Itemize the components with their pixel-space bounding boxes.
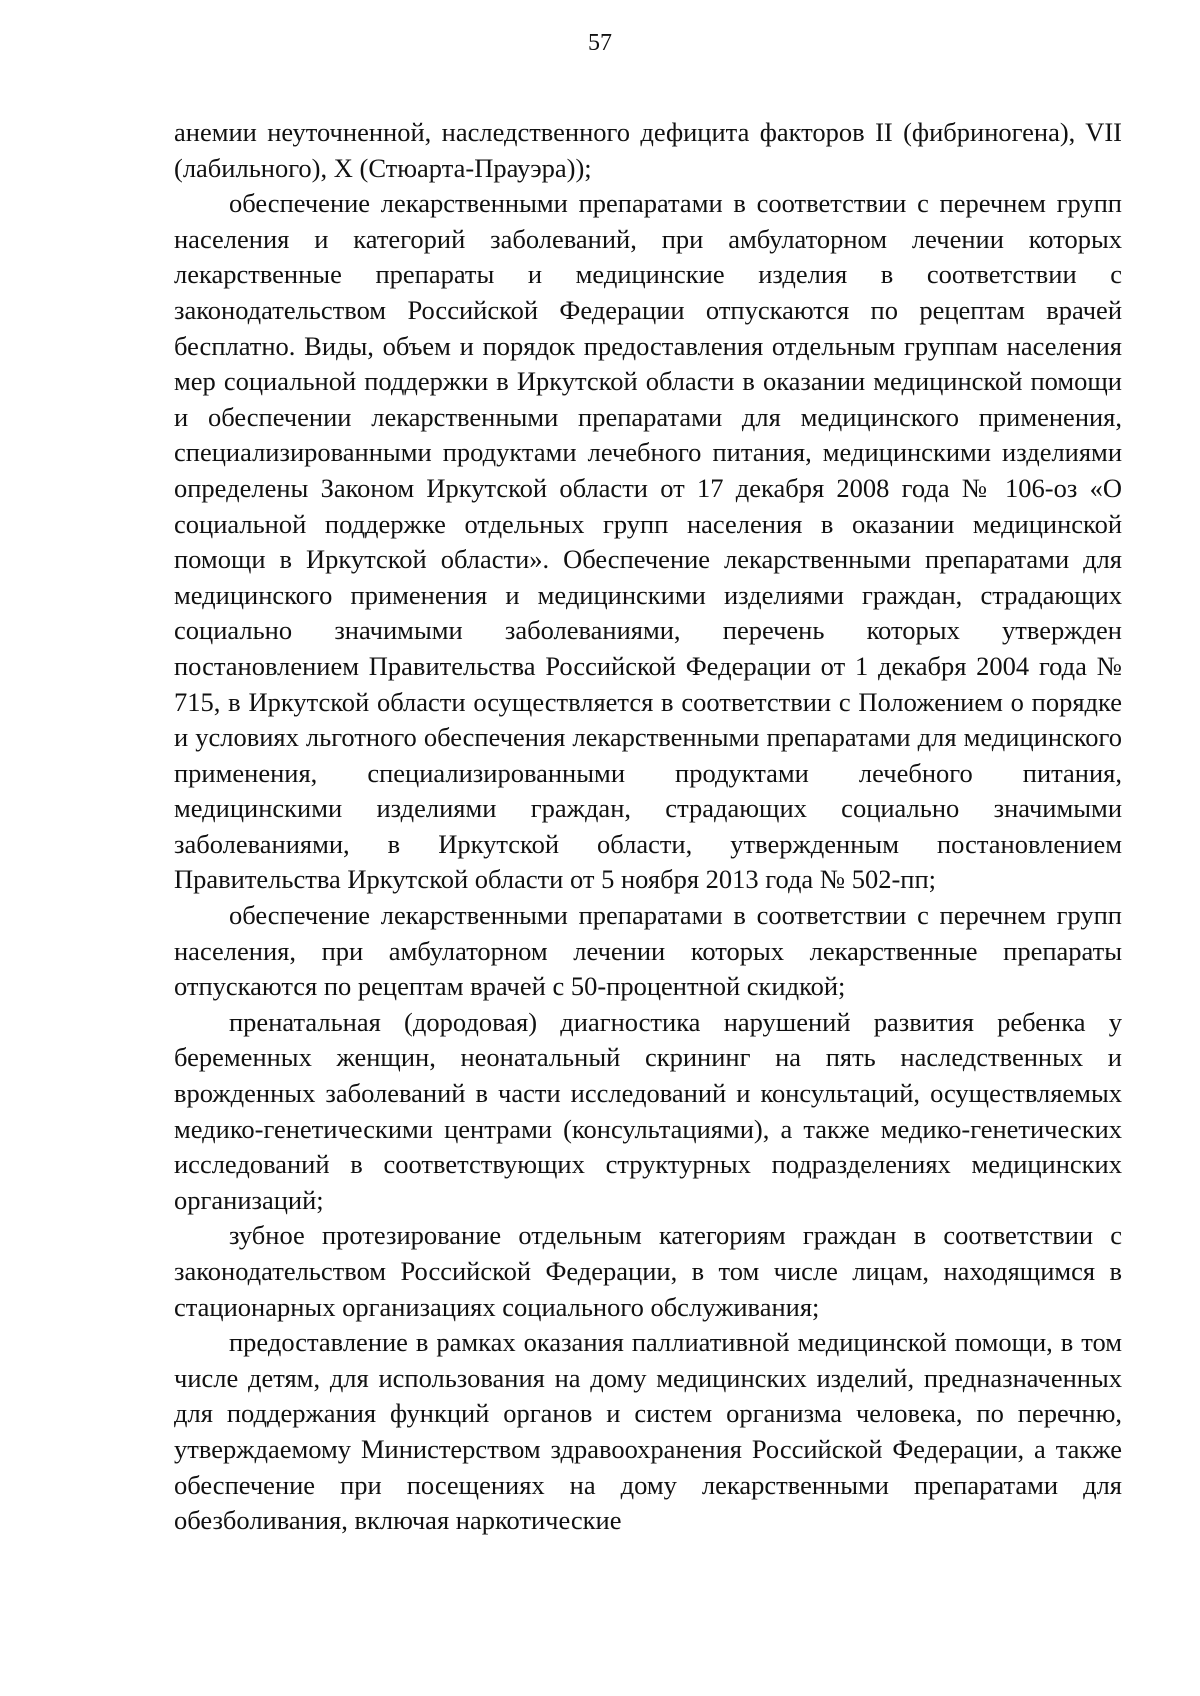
paragraph-prenatal-diagnostics: пренатальная (дородовая) диагностика нарушений развития ребенка у беременных женщин, неонатальный скрининг на пять наследственных и врожденных заболеваний в части исследований и консультаций, осуществляемых медико-генетическими центрами (консультациями), а также медико-генетических исследований в соответствующих структурных подразделениях медицинских организаций; [174,1006,1122,1215]
document-body [174,115,1122,1539]
page-number: 57 [588,30,612,56]
paragraph-continuation: анемии неуточненной, наследственного дефицита факторов II (фибриногена), VII (лабильного), X (Стюарта-Прауэра)); [174,117,1122,183]
paragraph-free-medication: обеспечение лекарственными препаратами в соответствии с перечнем групп населения и категорий заболеваний, при амбулаторном лечении которых лекарственные препараты и медицинские изделия в соответствии с законодательством Российской Федерации отпускаются по рецептам врачей бесплатно. Виды, объем и порядок предоставления отдельным группам населения мер социальной поддержки в Иркутской области в оказании медицинской помощи и обеспечении лекарственными препаратами для медицинского применения, специализированными продуктами лечебного питания, медицинскими изделиями определены Законом Иркутской области от 17 декабря 2008 года № 106-оз «О социальной поддержке отдельных групп населения в оказании медицинской помощи в Иркутской области». Обеспечение лекарственными препаратами для медицинского применения и медицинскими изделиями граждан, страдающих социально значимыми заболеваниями, перечень которых утвержден постановлением Правительства Российской Федерации от 1 декабря 2004 года № 715, в Иркутской области осуществляется в соответствии с Положением о порядке и условиях льготного обеспечения лекарственными препаратами для медицинского применения, специализированными продуктами лечебного питания, медицинскими изделиями граждан, страдающих социально значимыми заболеваниями, в Иркутской области, утвержденным постановлением Правительства Иркутской области от 5 ноября 2013 года № 502-пп; [174,188,1122,895]
paragraph-discount-medication: обеспечение лекарственными препаратами в соответствии с перечнем групп населения, при амбулаторном лечении которых лекарственные препараты отпускаются по рецептам врачей с 50-процентной скидкой; [174,900,1122,1002]
paragraph-palliative-care: предоставление в рамках оказания паллиативной медицинской помощи, в том числе детям, для использования на дому медицинских изделий, предназначенных для поддержания функций органов и систем организма человека, по перечню, утверждаемому Министерством здравоохранения Российской Федерации, а также обеспечение при посещениях на дому лекарственными препаратами для обезболивания, включая наркотические [174,1327,1122,1536]
paragraph-dental-prosthetics: зубное протезирование отдельным категориям граждан в соответствии с законодательством Российской Федерации, в том числе лицам, находящимся в стационарных организациях социального обслуживания; [174,1220,1122,1322]
